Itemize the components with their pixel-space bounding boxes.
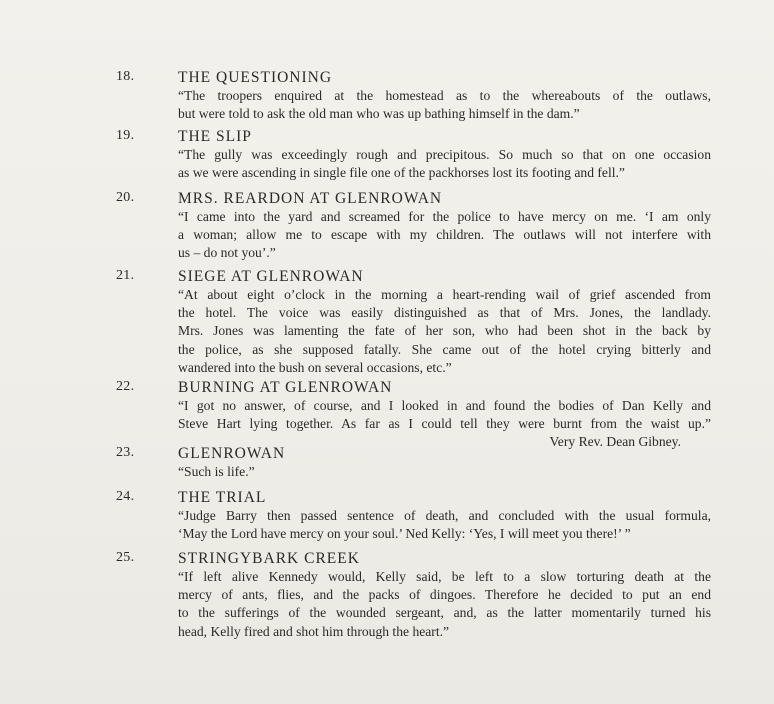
entry-body xyxy=(178,444,711,481)
entry-text-line: as we were ascending in single file one of the packhorses lost its footing and fell.” xyxy=(178,165,625,181)
entry-text-line: to the sufferings of the wounded sergeant, and, as the latter momentarily turned his xyxy=(178,605,711,621)
entry-title: SIEGE AT GLENROWAN xyxy=(178,268,364,285)
entry-title: THE QUESTIONING xyxy=(178,69,333,86)
entry-body xyxy=(178,189,711,263)
entry-text-line: “Such is life.” xyxy=(178,464,255,479)
entry-attribution: Very Rev. Dean Gibney. xyxy=(549,434,681,450)
entry-text-line: “I came into the yard and screamed for the police to have mercy on me. ‘I am only xyxy=(178,209,711,224)
entry-text-line: ‘May the Lord have mercy on your soul.’ Ned Kelly: ‘Yes, I will meet you there!’ ” xyxy=(178,526,631,542)
entry-text-line: a woman; allow me to escape with my children. The outlaws will not interfere with xyxy=(178,227,711,243)
entry-body xyxy=(178,267,711,377)
entry-body xyxy=(178,68,711,123)
entry-title: THE SLIP xyxy=(178,128,252,145)
entry-text-line: but were told to ask the old man who was up bathing himself in the dam.” xyxy=(178,106,580,122)
entry-title: BURNING AT GLENROWAN xyxy=(178,379,393,396)
entry-text-line: “I got no answer, of course, and I looked in and found the bodies of Dan Kelly and xyxy=(178,398,711,413)
entry-number: 20. xyxy=(116,190,135,205)
entry-number: 25. xyxy=(116,550,135,565)
entry-text-line: mercy of ants, flies, and the packs of dingoes. Therefore he decided to put an end xyxy=(178,587,711,603)
entry-text-line: head, Kelly fired and shot him through the heart.” xyxy=(178,623,450,639)
entry-number: 24. xyxy=(116,489,135,504)
entry-body xyxy=(178,488,711,543)
entry-body xyxy=(178,378,711,452)
entry-text-line: the police, as she supposed fatally. She came out of the hotel crying bitterly and xyxy=(178,341,711,357)
entry-text-line: the hotel. The voice was easily distinguished as that of Mrs. Jones, the landlady. xyxy=(178,305,711,321)
entry-text-line: “The gully was exceedingly rough and precipitous. So much so that on one occasion xyxy=(178,147,711,162)
entry-text-line: “The troopers enquired at the homestead as to the whereabouts of the outlaws, xyxy=(178,88,711,103)
entry-text-line: “Judge Barry then passed sentence of death, and concluded with the usual formula, xyxy=(178,508,711,523)
entry-number: 23. xyxy=(116,445,135,460)
entry-title: STRINGYBARK CREEK xyxy=(178,550,360,567)
entry-number: 18. xyxy=(116,69,135,84)
entry-text-line: Mrs. Jones was lamenting the fate of her son, who had been shot in the back by xyxy=(178,323,711,339)
entry-number: 21. xyxy=(116,268,135,283)
entry-text-line: us – do not you’.” xyxy=(178,245,276,261)
entry-text-line: “If left alive Kennedy would, Kelly said, be left to a slow torturing death at the xyxy=(178,569,711,584)
entry-number: 22. xyxy=(116,379,135,394)
entry-title: MRS. REARDON AT GLENROWAN xyxy=(178,190,443,207)
entry-text-line: “At about eight o’clock in the morning a heart-rending wail of grief ascended from xyxy=(178,287,711,302)
entry-title: GLENROWAN xyxy=(178,445,286,462)
entry-text-line: Steve Hart lying together. As far as I could tell they were burnt from the waist up.” xyxy=(178,416,711,432)
entry-number: 19. xyxy=(116,128,135,143)
entry-body xyxy=(178,127,711,182)
entry-body xyxy=(178,549,711,641)
entry-text-line: wandered into the bush on several occasions, etc.” xyxy=(178,359,452,375)
entry-title: THE TRIAL xyxy=(178,489,267,506)
